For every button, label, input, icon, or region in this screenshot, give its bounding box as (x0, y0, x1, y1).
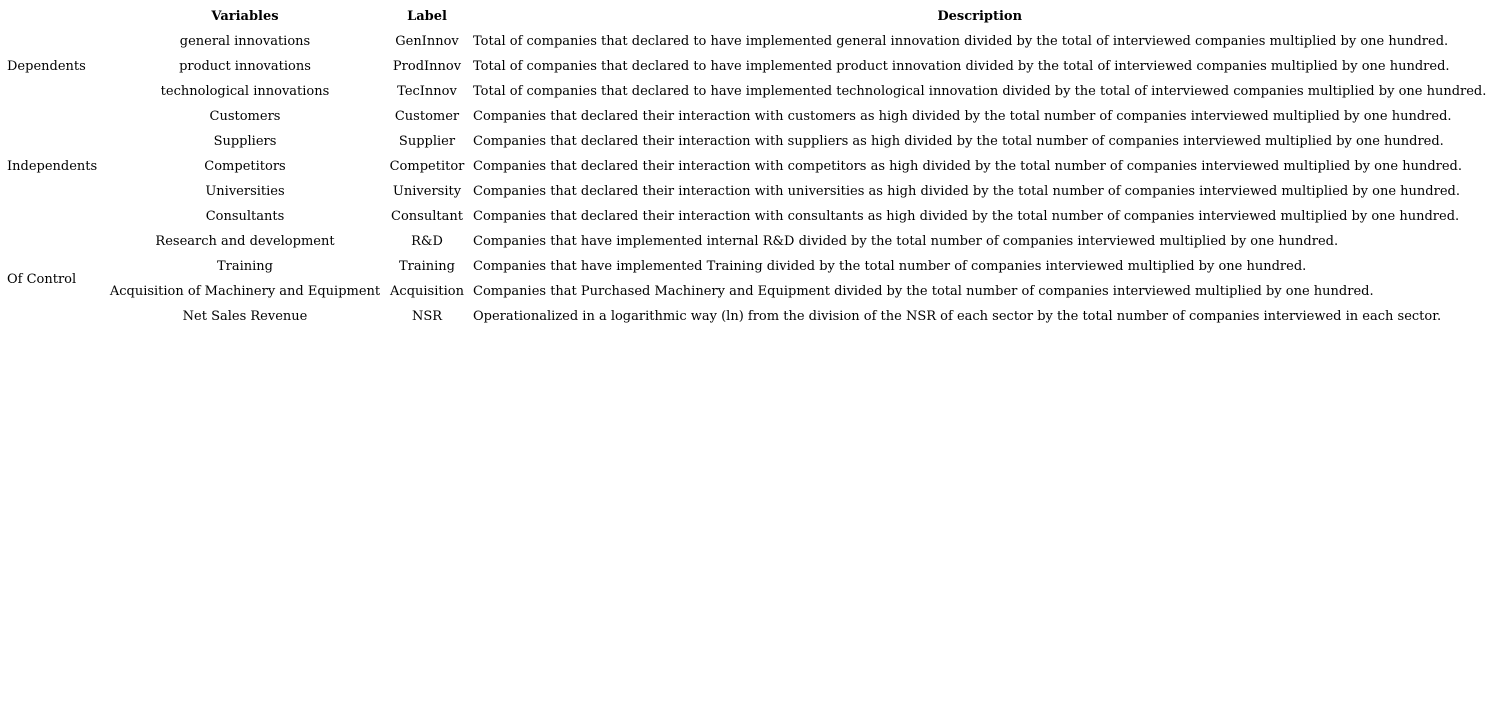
group-independents: Independents (7, 159, 98, 174)
description-header: Description (937, 9, 1023, 24)
variables-header: Variables (211, 9, 279, 24)
description-cell: Companies that declared their interaction with competitors as high divided by the total number of companies interviewed multiplied by one hundred. (473, 159, 1463, 174)
label-cell: Consultant (391, 209, 463, 224)
variable-cell: Universities (205, 184, 285, 199)
description-cell: Companies that declared their interaction with universities as high divided by the total number of companies interviewed multiplied by one hundred. (473, 184, 1460, 199)
variable-cell: product innovations (179, 59, 311, 74)
table-row (5, 79, 1488, 104)
table-row (5, 104, 1488, 129)
table-row (5, 254, 1488, 279)
table-row (5, 204, 1488, 229)
variable-cell: Training (216, 259, 274, 274)
table-row (5, 229, 1488, 254)
label-cell: TecInnov (397, 84, 457, 99)
label-cell: Acquisition (390, 284, 464, 299)
variable-cell: technological innovations (160, 84, 330, 99)
group-dependents: Dependents (7, 59, 86, 74)
table-row (5, 154, 1488, 179)
table-row (5, 179, 1488, 204)
label-cell: NSR (411, 309, 443, 324)
label-cell: Competitor (389, 159, 465, 174)
label-cell: Training (398, 259, 456, 274)
description-cell: Total of companies that declared to have implemented product innovation divided by the total of interviewed companies multiplied by one hundred. (473, 59, 1450, 74)
label-cell: University (392, 184, 462, 199)
variable-cell: Net Sales Revenue (182, 309, 308, 324)
group-control: Of Control (7, 271, 77, 287)
description-cell: Operationalized in a logarithmic way (ln) from the division of the NSR of each sector by the total number of companies interviewed in each sector. (473, 309, 1442, 324)
table-row (5, 54, 1488, 79)
variable-cell: Acquisition of Machinery and Equipment (109, 284, 381, 299)
table-row (5, 279, 1488, 304)
label-cell: GenInnov (395, 34, 459, 49)
description-cell: Companies that have implemented internal R&D divided by the total number of companies interviewed multiplied by one hundred. (473, 234, 1339, 249)
variable-cell: general innovations (179, 34, 311, 49)
header-row (5, 4, 1488, 29)
description-cell: Total of companies that declared to have implemented general innovation divided by the total of interviewed companies multiplied by one hundred. (473, 34, 1449, 49)
table-row (5, 129, 1488, 154)
variable-cell: Consultants (205, 209, 285, 224)
description-cell: Companies that declared their interaction with customers as high divided by the total number of companies interviewed multiplied by one hundred. (473, 109, 1452, 124)
label-cell: Supplier (398, 134, 456, 149)
variable-cell: Competitors (204, 159, 286, 174)
description-cell: Companies that Purchased Machinery and Equipment divided by the total number of companies interviewed multiplied by one hundred. (473, 284, 1374, 299)
label-header: Label (407, 9, 447, 24)
group-header (5, 4, 105, 29)
variable-cell: Suppliers (213, 134, 277, 149)
label-cell: ProdInnov (392, 59, 462, 74)
description-cell: Companies that have implemented Training divided by the total number of companies interviewed multiplied by one hundred. (473, 259, 1307, 274)
label-cell: Customer (394, 109, 460, 124)
variable-cell: Research and development (155, 234, 335, 249)
variable-cell: Customers (209, 109, 281, 124)
table-row (5, 304, 1488, 329)
description-cell: Total of companies that declared to have implemented technological innovation divided by the total of interviewed companies multiplied by one hundred. (473, 84, 1487, 99)
table-row (5, 29, 1488, 54)
description-cell: Companies that declared their interaction with consultants as high divided by the total number of companies interviewed multiplied by one hundred. (473, 209, 1460, 224)
variables-table (5, 4, 1488, 329)
description-cell: Companies that declared their interaction with suppliers as high divided by the total number of companies interviewed multiplied by one hundred. (473, 134, 1444, 149)
label-cell: R&D (411, 234, 443, 249)
